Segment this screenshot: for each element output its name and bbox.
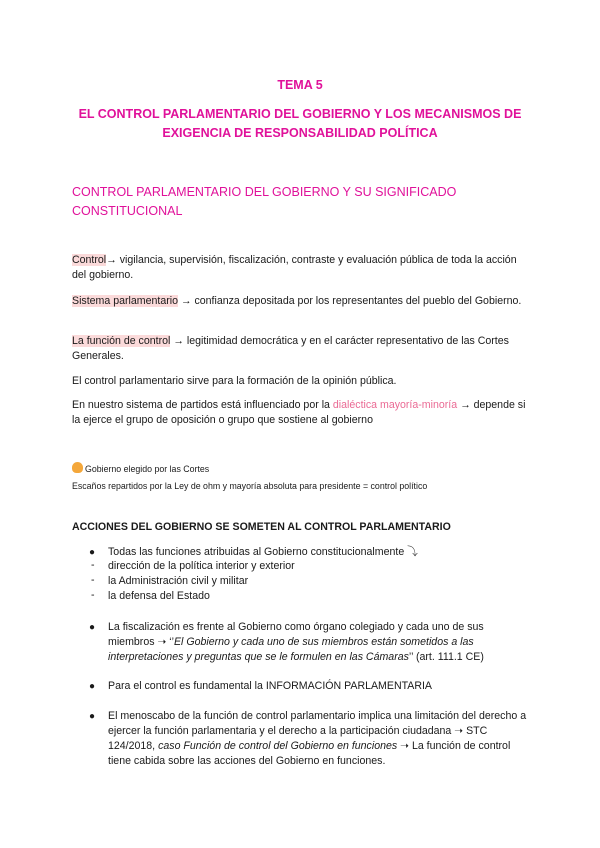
note-line-1: Gobierno elegido por las Cortes xyxy=(72,462,542,475)
bullet-icon: ● xyxy=(89,681,96,692)
bullet-icon: ● xyxy=(89,711,96,722)
paragraph-opinion: El control parlamentario sirve para la formación de la opinión pública. xyxy=(72,375,397,387)
page-title: TEMA 5 xyxy=(277,78,323,92)
definition-sistema-parlamentario: Sistema parlamentario → confianza depositada por los representantes del pueblo del Gobierno. xyxy=(72,295,522,307)
dash-item-1: dirección de la política interior y exterior xyxy=(108,560,295,572)
note-line-2: Escaños repartidos por la Ley de ohm y mayoría absoluta para presidente = control político xyxy=(72,481,428,491)
dash-item-2: la Administración civil y militar xyxy=(108,575,249,587)
definition-control: Control→ vigilancia, supervisión, fiscalización, contraste y evaluación pública de toda la acción del gobierno. xyxy=(72,254,517,281)
bullet-item-2: La fiscalización es frente al Gobierno como órgano colegiado y cada uno de sus miembros ➝ ‘’El Gobierno y cada uno de sus miembros están sometidos a las interpretaciones y preguntas que se le formulen en las Cámaras’’ (art. 111.1 CE) xyxy=(108,621,484,663)
page-subtitle: EL CONTROL PARLAMENTARIO DEL GOBIERNO Y LOS MECANISMOS DE EXIGENCIA DE RESPONSABILIDAD POLÍTICA xyxy=(78,107,522,140)
dash-marker: - xyxy=(91,559,95,571)
dash-marker: - xyxy=(91,589,95,601)
definition-funcion-control: La función de control → legitimidad democrática y en el carácter representativo de las Cortes Generales. xyxy=(72,335,509,362)
bullet-item-1: Todas las funciones atribuidas al Gobierno constitucionalmente ⤵ xyxy=(108,546,418,558)
actions-heading: ACCIONES DEL GOBIERNO SE SOMETEN AL CONTROL PARLAMENTARIO xyxy=(72,521,451,533)
section-title: CONTROL PARLAMENTARIO DEL GOBIERNO Y SU SIGNIFICADO CONSTITUCIONAL xyxy=(72,185,457,218)
dash-item-3: la defensa del Estado xyxy=(108,590,210,602)
pink-phrase: dialéctica mayoría-minoría xyxy=(332,399,458,411)
bullet-item-4: El menoscabo de la función de control parlamentario implica una limitación del derecho a ejercer la función parlamentaria y el derecho a la participación ciudadana ➝ STC 124/2018, caso Función de control del Gobierno en funciones ➝ La función de control tiene cabida sobre las acciones del Gobierno en funciones. xyxy=(108,710,527,767)
dash-marker: - xyxy=(91,574,95,586)
term-sistema: Sistema parlamentario xyxy=(72,295,178,307)
bullet-icon: ● xyxy=(89,622,96,633)
term-funcion: La función de control xyxy=(72,335,171,347)
term-control: Control xyxy=(72,254,107,266)
raising-hand-icon xyxy=(72,462,83,473)
bullet-item-3: Para el control es fundamental la INFORMACIÓN PARLAMENTARIA xyxy=(108,680,432,692)
paragraph-party-system: En nuestro sistema de partidos está influenciado por la dialéctica mayoría-minoría → depende si la ejerce el grupo de oposición o grupo que sostiene al gobierno xyxy=(72,399,526,426)
bullet-icon: ● xyxy=(89,547,96,558)
